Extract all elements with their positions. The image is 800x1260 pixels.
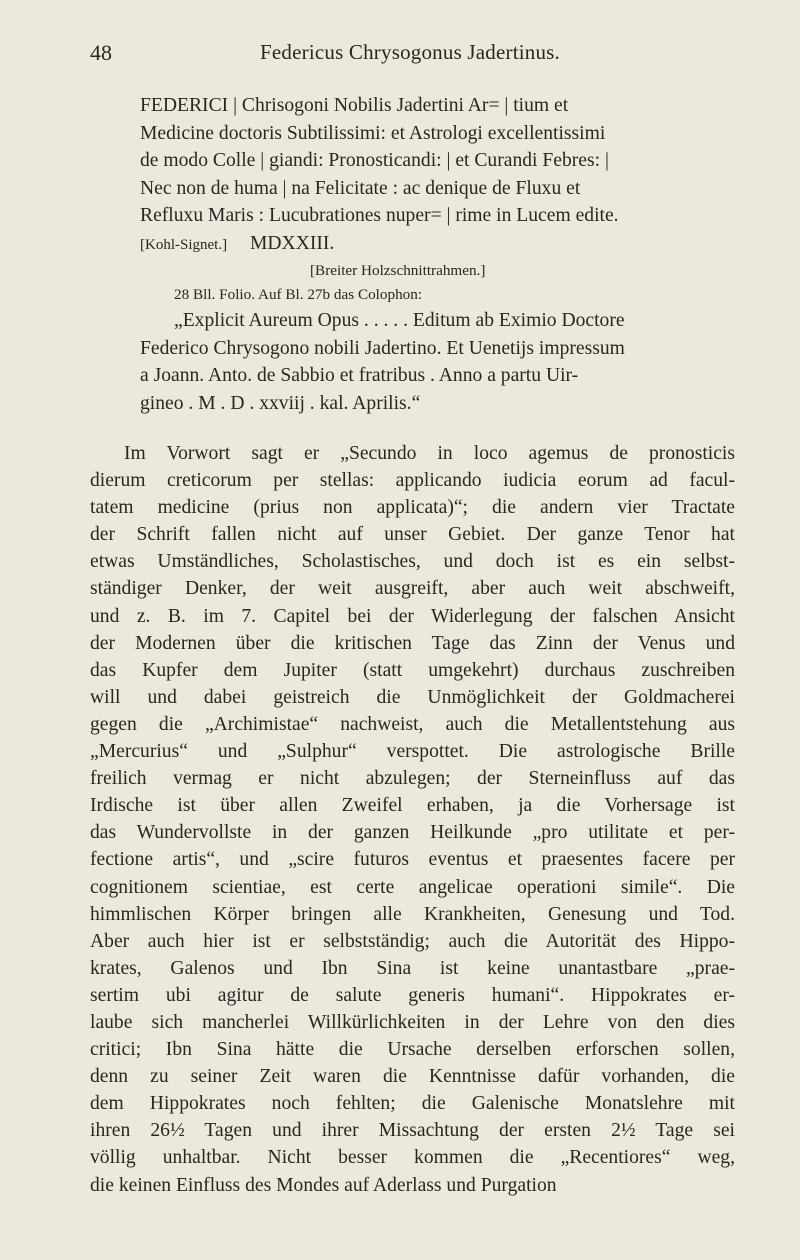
body-line: dierum creticorum per stellas: applicando iudicia eorum ad facul-	[90, 470, 735, 492]
body-line: das Kupfer dem Jupiter (statt umgekehrt) durchaus zuschreiben	[90, 659, 735, 681]
collation-note: 28 Bll. Folio. Auf Bl. 27b das Colophon:	[174, 286, 423, 303]
colophon-line: Federico Chrysogono nobili Jadertino. Et Uenetijs impressum	[140, 337, 625, 359]
body-line: ihren 26½ Tagen und ihrer Missachtung der ersten 2½ Tage sei	[90, 1120, 735, 1142]
body-line: ständiger Denker, der weit ausgreift, aber auch weit abschweift,	[90, 578, 735, 600]
printing-date: MDXXIII.	[249, 232, 335, 254]
body-line: gegen die „Archimistae“ nachweist, auch die Metallentstehung aus	[90, 713, 735, 735]
body-line: dem Hippokrates noch fehlten; die Galenische Monatslehre mit	[90, 1093, 735, 1115]
body-line: die keinen Einfluss des Mondes auf Aderlass und Purgation	[90, 1174, 557, 1196]
frame-note: [Breiter Holzschnittrahmen.]	[310, 262, 486, 279]
body-line: sertim ubi agitur de salute generis humani“. Hippokrates er-	[90, 984, 735, 1006]
colophon-line: a Joann. Anto. de Sabbio et fratribus . Anno a partu Uir-	[140, 365, 579, 386]
body-line: krates, Galenos und Ibn Sina ist keine unantastbare „prae-	[90, 957, 735, 979]
body-line: cognitionem scientiae, est certe angelicae operationi simile“. Die	[90, 876, 735, 898]
body-line: tatem medicine (prius non applicata)“; die andern vier Tractate	[90, 497, 735, 519]
running-title: Federicus Chrysogonus Jadertinus.	[260, 40, 560, 64]
body-line: „Mercurius“ und „Sulphur“ verspottet. Die astrologische Brille	[90, 741, 735, 763]
page-header	[90, 40, 730, 70]
signet-note: [Kohl-Signet.]	[140, 236, 228, 253]
colophon-line: gineo . M . D . xxviij . kal. Aprilis.“	[140, 392, 421, 414]
entry-title-line: de modo Colle | giandi: Pronosticandi: | et Curandi Febres: |	[140, 150, 609, 171]
entry-title-line: FEDERICI | Chrisogoni Nobilis Jadertini Ar= | tium et	[140, 95, 569, 116]
body-line: laube sich mancherlei Willkürlichkeiten in der Lehre von den dies	[90, 1011, 735, 1033]
body-line: der Schrift fallen nicht auf unser Gebiet. Der ganze Tenor hat	[90, 524, 735, 546]
body-line: Aber auch hier ist er selbstständig; auch die Autorität des Hippo-	[90, 930, 735, 952]
body-line: etwas Umständliches, Scholastisches, und doch ist es ein selbst-	[90, 551, 735, 573]
body-line: Irdische ist über allen Zweifel erhaben, ja die Vorhersage ist	[90, 795, 735, 817]
body-paragraph	[90, 440, 735, 1199]
entry-title-line: Nec non de huma | na Felicitate : ac denique de Fluxu et	[140, 177, 581, 199]
body-line: fectione artis“, und „scire futuros eventus et praesentes facere per	[90, 849, 735, 871]
body-line: der Modernen über die kritischen Tage das Zinn der Venus und	[90, 632, 735, 654]
entry-title-line: Medicine doctoris Subtilissimi: et Astrologi excellentissimi	[140, 122, 606, 144]
body-line: völlig unhaltbar. Nicht besser kommen die „Recentiores“ weg,	[90, 1147, 735, 1169]
bibliographic-entry	[140, 92, 732, 417]
body-line: freilich vermag er nicht abzulegen; der Sterneinfluss auf das	[90, 768, 735, 790]
body-line: critici; Ibn Sina hätte die Ursache derselben erforschen sollen,	[90, 1039, 735, 1061]
page-number: 48	[90, 40, 112, 65]
body-line: das Wundervollste in der ganzen Heilkunde „pro utilitate et per-	[90, 822, 735, 844]
body-line: himmlischen Körper bringen alle Krankheiten, Genesung und Tod.	[90, 903, 735, 925]
body-line: denn zu seiner Zeit waren die Kenntnisse dafür vorhanden, die	[90, 1066, 735, 1088]
body-line: Im Vorwort sagt er „Secundo in loco agemus de pronosticis	[124, 443, 735, 464]
signet-line	[140, 230, 732, 260]
body-line: will und dabei geistreich die Unmöglichkeit der Goldmacherei	[90, 686, 735, 708]
colophon-line: „Explicit Aureum Opus . . . . . Editum ab Eximio Doctore	[174, 310, 625, 331]
entry-title-line: Refluxu Maris : Lucubrationes nuper= | rime in Lucem edite.	[140, 205, 619, 226]
body-line: und z. B. im 7. Capitel bei der Widerlegung der falschen Ansicht	[90, 605, 735, 627]
